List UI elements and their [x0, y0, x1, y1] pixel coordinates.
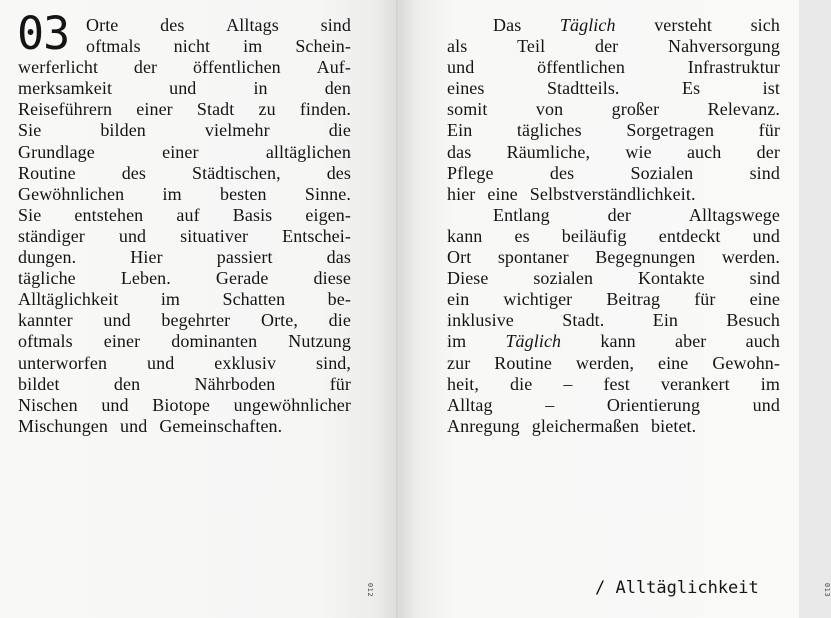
text-line	[447, 99, 780, 120]
text-line	[447, 78, 780, 99]
word: Relevanz.	[707, 99, 780, 120]
word: und	[169, 78, 197, 99]
left-body-text	[18, 15, 351, 437]
word: den	[113, 373, 141, 394]
word: großer	[611, 99, 660, 120]
word: finden.	[299, 99, 351, 120]
text-line	[18, 374, 351, 395]
word: öffentlichen	[537, 57, 625, 78]
word: sind	[749, 162, 780, 183]
text-line	[86, 36, 351, 57]
text-line	[447, 268, 780, 289]
word: Routine	[18, 162, 76, 183]
section-title: / Alltäglichkeit	[595, 578, 759, 598]
word: im	[447, 331, 467, 352]
word: Nährboden	[194, 373, 276, 394]
word: für	[329, 373, 351, 394]
word: im	[243, 36, 263, 57]
word: im	[760, 373, 780, 394]
word: verankert	[660, 373, 730, 394]
word: Sorgetragen	[626, 120, 715, 141]
word: Alltagswege	[688, 204, 780, 225]
word: der	[607, 204, 631, 225]
word: Alltags	[226, 15, 279, 35]
text-line	[447, 163, 780, 184]
word: eines	[447, 78, 485, 99]
word: zur	[447, 352, 471, 373]
word: sich	[750, 15, 780, 35]
word: des	[121, 162, 146, 183]
word: Räumliche,	[506, 141, 591, 162]
word: Gewöhnlichen	[18, 183, 125, 204]
word: die	[328, 120, 351, 141]
text-line	[18, 247, 351, 268]
word: Basis	[232, 204, 273, 225]
word: den	[324, 78, 351, 99]
word: als	[447, 36, 468, 57]
word: kann	[600, 331, 636, 352]
word: inklusive	[447, 310, 514, 331]
right-body-text	[447, 15, 780, 437]
word: Gemeinschaften.	[159, 415, 283, 436]
word: Ein	[652, 310, 679, 331]
word: auch	[745, 331, 780, 352]
text-line	[447, 247, 780, 268]
text-line	[447, 15, 780, 36]
text-line	[447, 331, 780, 352]
word: und	[120, 415, 148, 436]
word: exklusiv	[214, 352, 277, 373]
word: Beitrag	[606, 289, 661, 310]
word: Orientierung	[606, 394, 701, 415]
word: eine	[487, 183, 518, 204]
word: sind	[320, 15, 351, 35]
word: für	[694, 289, 716, 310]
text-line	[18, 78, 351, 99]
word: Gewohn-	[712, 352, 780, 373]
word: und	[752, 394, 780, 415]
word: werden,	[575, 352, 635, 373]
text-line	[18, 331, 351, 352]
text-line	[18, 184, 351, 205]
word: eine	[657, 352, 689, 373]
word: Stadtteils.	[546, 78, 620, 99]
word: Schein-	[295, 36, 351, 57]
word: dungen.	[18, 247, 77, 268]
word: Stadt.	[562, 310, 605, 331]
word: Entschei-	[282, 225, 351, 246]
word: im	[160, 289, 181, 310]
word: Infrastruktur	[687, 57, 780, 78]
word: und	[101, 394, 129, 415]
word: diese	[313, 268, 351, 289]
word: Auf-	[316, 57, 351, 78]
word: Hier	[130, 247, 163, 268]
word: einer	[136, 99, 173, 120]
word: das	[447, 141, 472, 162]
text-line	[447, 142, 780, 163]
word: tägliches	[516, 120, 582, 141]
word: öffentlichen	[192, 57, 281, 78]
text-line	[18, 268, 351, 289]
word: eine	[749, 289, 780, 310]
word: heit,	[447, 373, 479, 394]
word: Das	[493, 15, 522, 35]
word: Orte,	[260, 310, 298, 331]
word: des	[160, 15, 185, 35]
word: alltäglichen	[265, 141, 351, 162]
word: aber	[675, 331, 707, 352]
chapter-number: 03	[17, 7, 70, 60]
word: ist	[762, 78, 780, 99]
text-line	[447, 205, 780, 226]
word: des	[549, 162, 575, 183]
word: auch	[686, 141, 722, 162]
word: Leben.	[120, 268, 171, 289]
word: –	[545, 394, 555, 415]
word: Entlang	[493, 204, 550, 225]
text-line	[18, 289, 351, 310]
word: entstehen	[74, 204, 144, 225]
word: und	[752, 225, 780, 246]
word: Täglich	[559, 15, 616, 35]
word: bietet.	[651, 415, 697, 436]
text-line	[18, 310, 351, 331]
text-line	[447, 226, 780, 247]
word: Es	[682, 78, 701, 99]
text-line	[18, 416, 351, 437]
word: bilden	[100, 120, 146, 141]
right-page	[399, 0, 831, 618]
text-line	[18, 163, 351, 184]
word: Routine	[494, 352, 552, 373]
word: und	[103, 310, 131, 331]
word: Orte	[86, 15, 119, 35]
text-line	[18, 57, 351, 78]
word: des	[326, 162, 351, 183]
word: und	[118, 225, 147, 246]
word: Sinne.	[304, 183, 351, 204]
word: situativer	[180, 225, 249, 246]
word: der	[756, 141, 780, 162]
word: entdeckt	[658, 225, 721, 246]
word: Biotope	[152, 394, 210, 415]
word: ein	[447, 289, 470, 310]
word: kann	[447, 225, 483, 246]
text-line	[447, 289, 780, 310]
word: begehrter	[161, 310, 231, 331]
text-line	[18, 395, 351, 416]
text-line	[18, 120, 351, 141]
word: hier	[447, 183, 476, 204]
word: eigen-	[305, 204, 351, 225]
word: Kontakte	[637, 268, 705, 289]
word: Begegnungen	[595, 247, 696, 268]
word: Pflege	[447, 162, 494, 183]
text-line	[447, 395, 780, 416]
word: oftmals	[86, 36, 141, 57]
text-line	[18, 226, 351, 247]
word: Anregung	[447, 415, 520, 436]
word: Selbstverständlichkeit.	[529, 183, 696, 204]
word: beiläufig	[561, 225, 627, 246]
word: es	[514, 225, 530, 246]
text-line	[447, 374, 780, 395]
text-line	[86, 15, 351, 36]
word: und	[447, 57, 475, 78]
word: die	[510, 373, 533, 394]
text-line	[18, 205, 351, 226]
word: wie	[625, 141, 652, 162]
word: somit	[447, 99, 488, 120]
word: von	[535, 99, 564, 120]
left-page	[0, 0, 397, 618]
page-number-left: 012	[366, 582, 375, 598]
word: Nutzung	[288, 331, 351, 352]
word: in	[253, 78, 268, 99]
word: Täglich	[505, 331, 562, 352]
word: tägliche	[18, 268, 76, 289]
text-line	[447, 416, 780, 437]
word: im	[162, 183, 182, 204]
word: fest	[603, 373, 630, 394]
word: Alltag	[447, 394, 493, 415]
word: versteht	[654, 15, 712, 35]
word: für	[758, 120, 780, 141]
word: ungewöhnlicher	[233, 394, 351, 415]
text-line	[18, 99, 351, 120]
text-line	[18, 353, 351, 374]
word: be-	[327, 289, 351, 310]
word: ständiger	[18, 225, 85, 246]
text-line	[447, 36, 780, 57]
word: merksamkeit	[18, 78, 113, 99]
word: das	[326, 247, 351, 268]
word: passiert	[216, 247, 273, 268]
word: Stadt	[196, 99, 235, 120]
word: der	[594, 36, 619, 57]
word: Ein	[447, 120, 473, 141]
word: Nischen	[18, 394, 78, 415]
word: Diese	[447, 268, 489, 289]
word: oftmals	[18, 331, 73, 352]
text-line	[447, 57, 780, 78]
word: Gerade	[215, 268, 269, 289]
word: gleichermaßen	[531, 415, 640, 436]
word: Sozialen	[630, 162, 694, 183]
text-line	[18, 142, 351, 163]
word: auf	[176, 204, 200, 225]
word: Sie	[18, 204, 42, 225]
text-line	[447, 120, 780, 141]
word: Sie	[18, 120, 42, 141]
word: besten	[219, 183, 267, 204]
word: zu	[258, 99, 276, 120]
word: Besuch	[726, 310, 780, 331]
word: vielmehr	[204, 120, 270, 141]
word: wichtiger	[503, 289, 573, 310]
word: –	[563, 373, 573, 394]
word: Mischungen	[18, 415, 108, 436]
word: nicht	[173, 36, 211, 57]
word: Schatten	[222, 289, 286, 310]
word: spontaner	[497, 247, 569, 268]
text-line	[447, 310, 780, 331]
word: Städtischen,	[192, 162, 281, 183]
word: kannter	[18, 310, 73, 331]
word: einer	[162, 141, 199, 162]
word: einer	[103, 331, 141, 352]
word: Grundlage	[18, 141, 95, 162]
text-line	[447, 353, 780, 374]
word: sind,	[315, 352, 351, 373]
word: und	[147, 352, 175, 373]
word: Nahversorgung	[668, 36, 780, 57]
word: sozialen	[533, 268, 594, 289]
word: unterworfen	[18, 352, 108, 373]
word: werferlicht	[18, 57, 99, 78]
word: Reiseführern	[18, 99, 113, 120]
word: bildet	[18, 373, 60, 394]
word: Alltäglichkeit	[18, 289, 119, 310]
word: Teil	[517, 36, 546, 57]
text-line	[447, 184, 780, 205]
word: dominanten	[171, 331, 258, 352]
word: sind	[749, 268, 780, 289]
page-number-right: 013	[823, 582, 831, 598]
word: werden.	[721, 247, 780, 268]
word: Ort	[447, 247, 472, 268]
word: der	[133, 57, 158, 78]
word: die	[328, 310, 351, 331]
